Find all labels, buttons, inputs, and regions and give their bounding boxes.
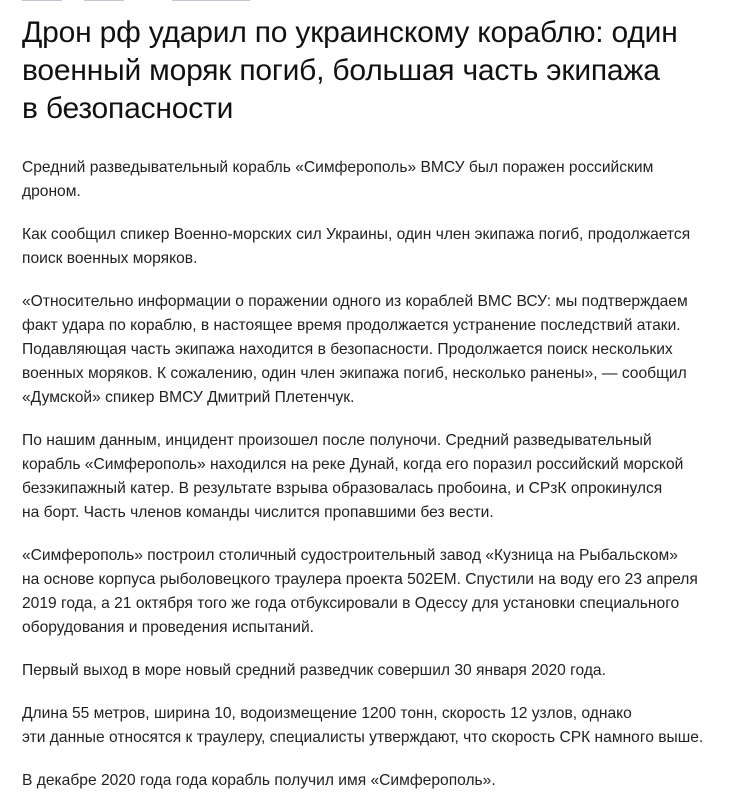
paragraph-line: дроном. — [22, 183, 81, 200]
paragraph-line: Длина 55 метров, ширина 10, водоизмещение 1200 тонн, скорость 12 узлов, однако — [22, 705, 632, 722]
article-paragraph — [22, 156, 722, 204]
paragraph-line: безэкипажный катер. В результате взрыва образовалась пробоина, и СРзК опрокинулся — [22, 480, 663, 497]
paragraph-line: факт удара по кораблю, в настоящее время продолжается устранение последствий атаки. — [22, 317, 681, 334]
paragraph-line: эти данные относятся к траулеру, специалисты утверждают, что скорость СРК намного выше. — [22, 729, 704, 746]
title-line: Дрон рф ударил по украинскому кораблю: один — [22, 16, 678, 49]
paragraph-line: корабль «Симферополь» находился на реке Дунай, когда его поразил российский морской — [22, 456, 684, 473]
paragraph-line: 2019 года, а 21 октября того же года отбуксировали в Одессу для установки специального — [22, 595, 680, 612]
article-paragraph — [22, 659, 722, 683]
paragraph-line: поиск военных моряков. — [22, 250, 198, 267]
article-paragraph — [22, 702, 722, 750]
article-paragraph — [22, 544, 722, 640]
paragraph-line: военных моряков. К сожалению, один член экипажа погиб, несколько ранены», — сообщил — [22, 365, 687, 382]
paragraph-line: «Симферополь» построил столичный судостроительный завод «Кузница на Рыбальском» — [22, 547, 678, 564]
paragraph-line: В декабре 2020 года года корабль получил имя «Симферополь». — [22, 772, 496, 789]
article-paragraph — [22, 429, 722, 525]
paragraph-line: оборудования и проведения испытаний. — [22, 619, 315, 636]
paragraph-line: на борт. Часть членов команды числится пропавшими без вести. — [22, 504, 494, 521]
article-paragraph — [22, 290, 722, 410]
title-line: военный моряк погиб, большая часть экипажа — [22, 54, 660, 87]
paragraph-line: «Относительно информации о поражении одного из кораблей ВМС ВСУ: мы подтверждаем — [22, 293, 688, 310]
paragraph-line: Подавляющая часть экипажа находится в безопасности. Продолжается поиск нескольких — [22, 341, 673, 358]
paragraph-line: Средний разведывательный корабль «Симферополь» ВМСУ был поражен российским — [22, 159, 654, 176]
cropped-link-underline — [172, 0, 250, 1]
paragraph-line: на основе корпуса рыболовецкого траулера проекта 502ЕМ. Спустили на воду его 23 апреля — [22, 571, 698, 588]
article-paragraph — [22, 223, 722, 271]
cropped-link-underline — [22, 0, 62, 1]
article-body — [22, 156, 722, 812]
paragraph-line: Первый выход в море новый средний разведчик совершил 30 января 2020 года. — [22, 662, 606, 679]
article-paragraph — [22, 769, 722, 793]
title-line: в безопасности — [22, 92, 234, 125]
paragraph-line: «Думской» спикер ВМСУ Дмитрий Плетенчук. — [22, 389, 355, 406]
paragraph-line: По нашим данным, инцидент произошел после полуночи. Средний разведывательный — [22, 432, 652, 449]
cropped-link-underline — [84, 0, 124, 1]
paragraph-line: Как сообщил спикер Военно-морских сил Украины, один член экипажа погиб, продолжается — [22, 226, 691, 243]
article-title — [22, 14, 722, 128]
top-cropped-links — [22, 0, 262, 3]
